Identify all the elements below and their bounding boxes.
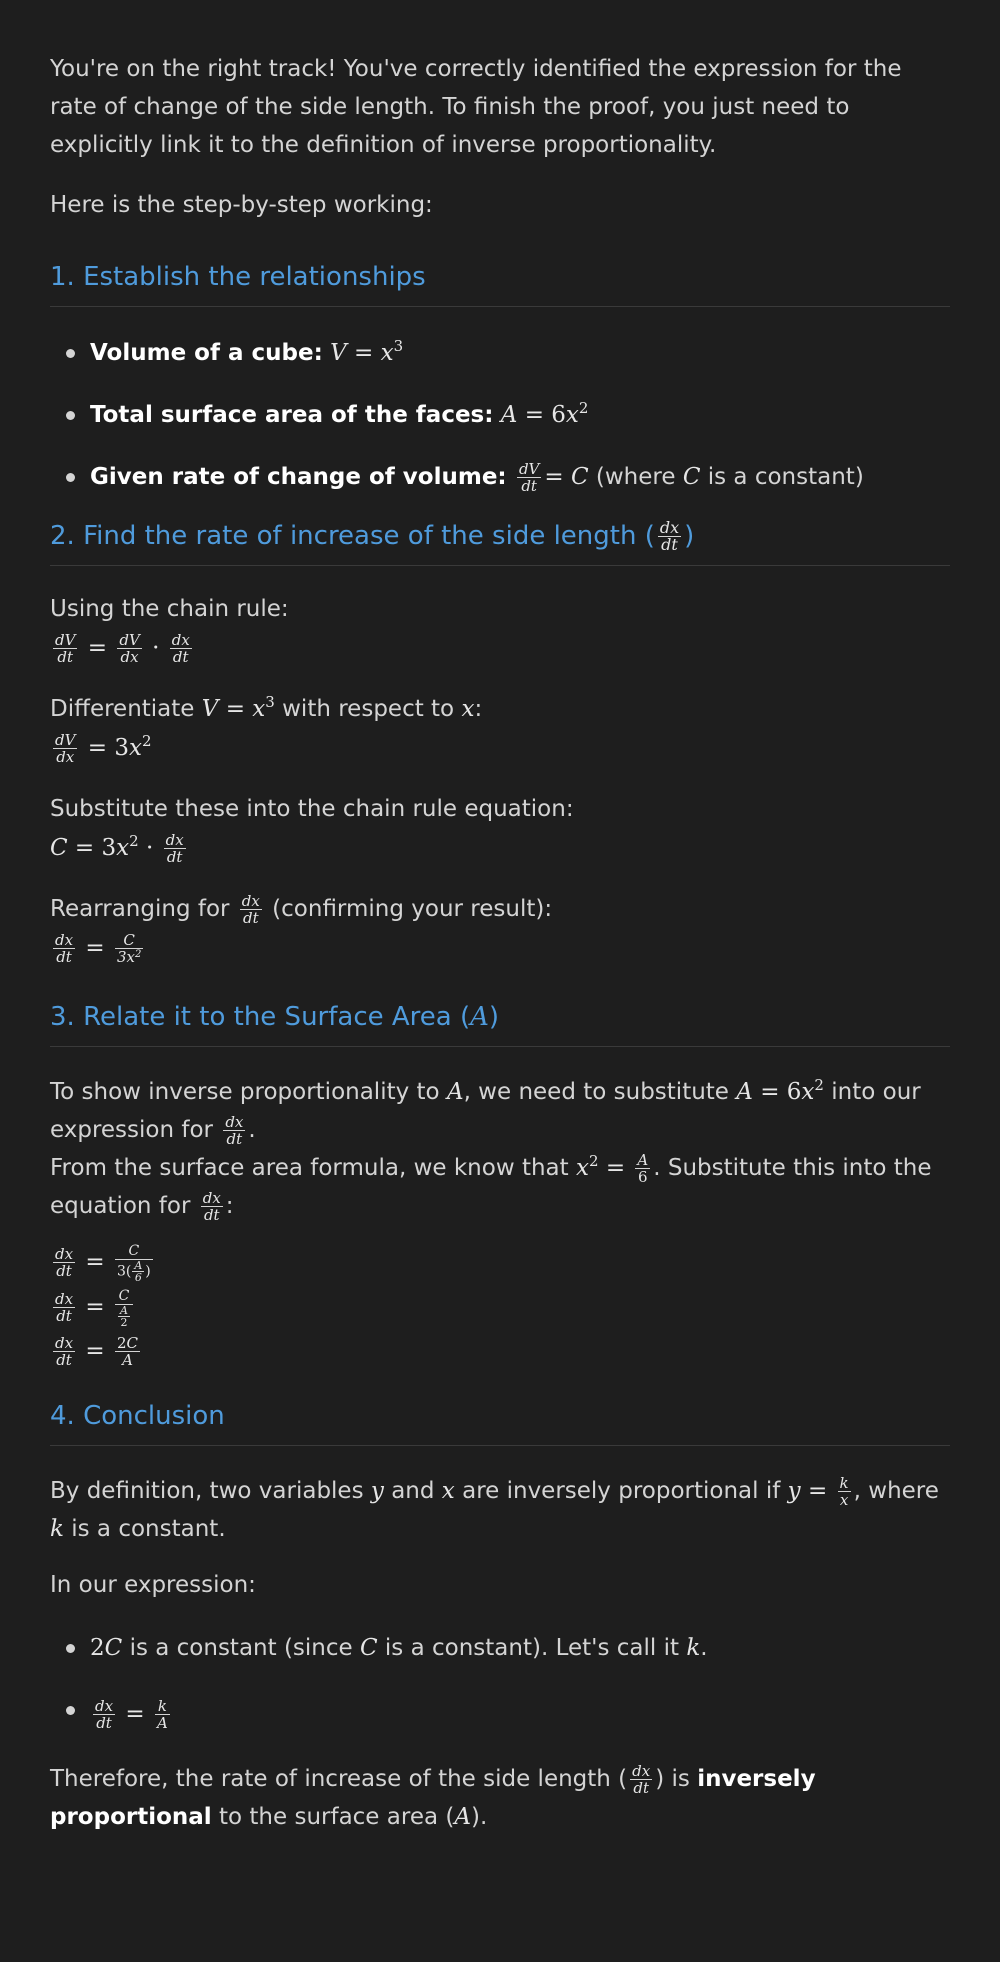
chain-rule-block: [50, 592, 950, 670]
rate-note: (where C is a constant): [595, 464, 864, 490]
list-item: [90, 395, 950, 435]
section-3-paragraph-2: From the surface area formula, we know that $x^2$ = $\frac{A}{6}$ . Substitute this into the equation for $\frac{dx}{dt}$ :: [50, 1151, 932, 1224]
section-2-heading: 2. Find the rate of increase of the side length ( $\frac{dx}{dt}$ ): [50, 519, 950, 566]
list-item: $\frac{dx}{dt}$ = $\frac{k}{A}$: [90, 1690, 950, 1738]
substitute-text: Substitute these into the chain rule equation:: [50, 796, 574, 822]
section-3-paragraph-1: To show inverse proportionality to A, we need to substitute $A = 6x^2$ into our expression for $\frac{dx}{dt}$ .: [50, 1076, 921, 1148]
conclusion-paragraph: Therefore, the rate of increase of the side length ( $\frac{dx}{dt}$ ) is inversely proportional to the surface area (A).: [50, 1762, 816, 1830]
expression-intro: In our expression:: [50, 1572, 256, 1598]
rate-label: Given rate of change of volume:: [90, 464, 507, 490]
intro-paragraph: You're on the right track! You've correctly identified the expression for the rate of change of the side length. To finish the proof, you just need to explicitly link it to the definition of inverse proportionality.: [50, 56, 902, 158]
section-1-heading: 1. Establish the relationships: [50, 260, 950, 307]
list-item: [90, 333, 950, 373]
list-item: 2C is a constant (since C is a constant). Let's call it k.: [90, 1628, 950, 1668]
rearrange-block: [50, 892, 950, 970]
substitution-steps: [50, 1239, 950, 1373]
conclusion-list: [50, 1628, 950, 1738]
step-equation: $\frac{dx}{dt}$ = $\frac{2C}{A}$: [55, 1334, 138, 1369]
rate-formula: = C: [544, 464, 589, 490]
differentiate-text: Differentiate $V = x^3$ with respect to x:: [50, 693, 483, 722]
section-4-heading: 4. Conclusion: [50, 1399, 950, 1446]
substitute-block: [50, 792, 950, 870]
derivative-equation: $\frac{dV}{dx}$ = $3x^2$: [55, 731, 152, 766]
differentiate-block: [50, 692, 950, 770]
surface-area-label: Total surface area of the faces:: [90, 402, 494, 428]
volume-label: Volume of a cube:: [90, 340, 323, 366]
chain-rule-equation: $\frac{dV}{dt}$ = $\frac{dV}{dx}$ · $\frac{dx}{dt}$: [55, 631, 190, 666]
inverse-proportional-emphasis: inversely proportional: [50, 1766, 816, 1830]
definition-paragraph: By definition, two variables y and x are inversely proportional if y = $\frac{k}{x}$ , where k is a constant.: [50, 1474, 939, 1542]
relationships-list: [50, 333, 950, 497]
surface-area-formula: $A = 6x^2$: [500, 399, 589, 428]
rearrange-text: Rearranging for $\frac{dx}{dt}$ (confirming your result):: [50, 892, 553, 927]
chain-rule-text: Using the chain rule:: [50, 596, 289, 622]
list-item: [90, 457, 950, 497]
step-equation: $\frac{dx}{dt}$ = $\frac{C}{\frac{A}{2}}$: [50, 1285, 950, 1329]
section-3-heading: 3. Relate it to the Surface Area (A): [50, 1000, 950, 1047]
lead-paragraph: Here is the step-by-step working:: [50, 192, 433, 218]
rearrange-equation: $\frac{dx}{dt}$ = $\frac{C}{3x^2}$: [55, 931, 142, 966]
step-equation: $\frac{dx}{dt}$ = C 3( $\frac{A}{6}$ ): [55, 1242, 151, 1284]
substitute-equation: $C = 3x^2$ · $\frac{dx}{dt}$: [50, 831, 184, 866]
dv-dt-fraction: $\frac{dV}{dt}$: [518, 460, 540, 495]
volume-formula: $V = x^3$: [330, 337, 404, 366]
